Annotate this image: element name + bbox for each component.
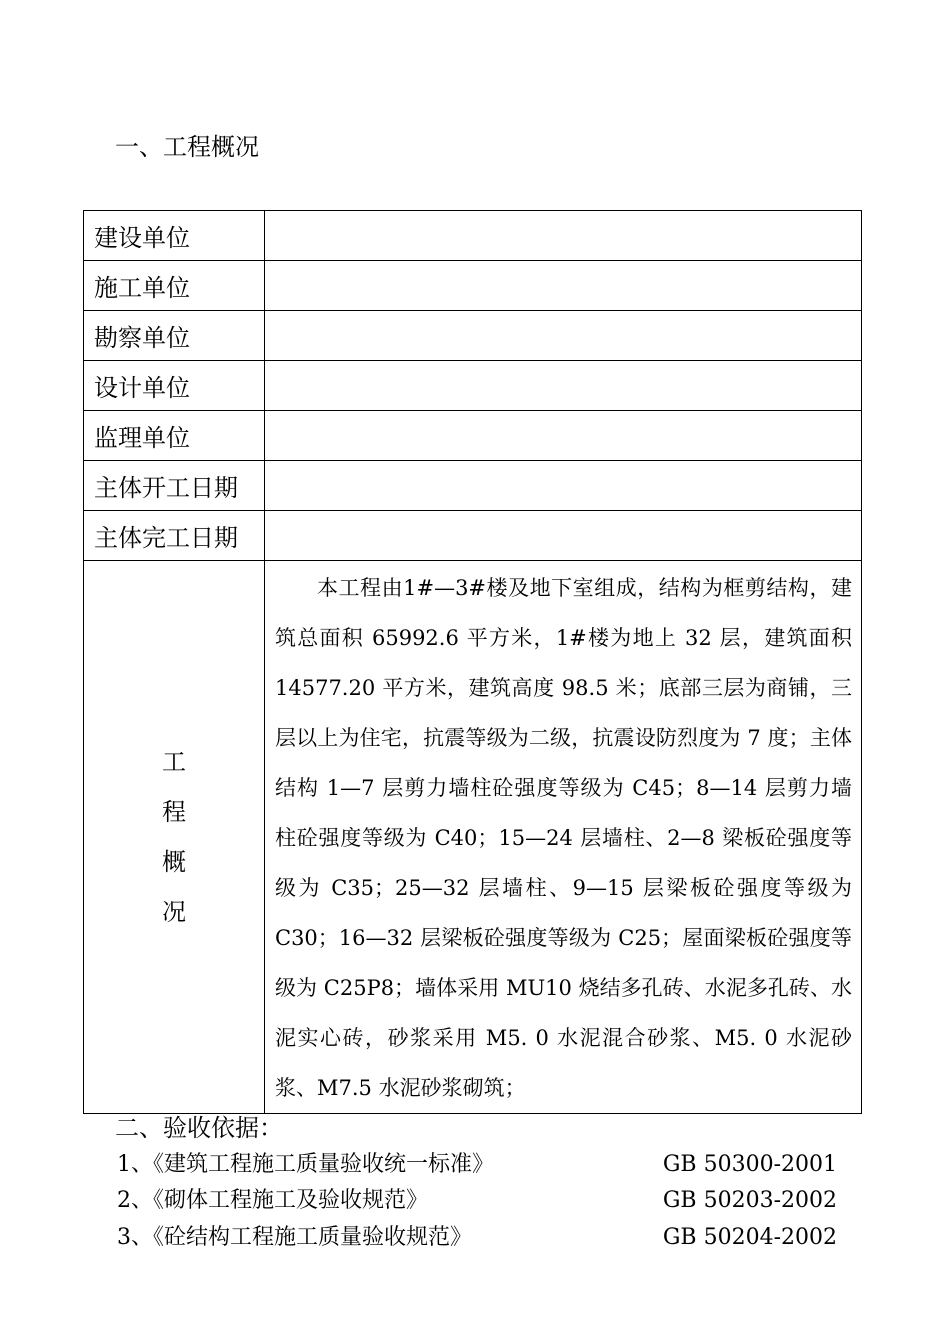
value-design-unit [265, 361, 862, 411]
value-supervision-unit [265, 411, 862, 461]
table-row [84, 261, 862, 311]
reference-item [117, 1185, 837, 1217]
label-design-unit: 设计单位 [84, 361, 265, 411]
reference-number: 3 [117, 1225, 131, 1250]
label-survey-unit: 勘察单位 [84, 311, 265, 361]
table-row-overview [84, 561, 862, 1114]
section-title-acceptance-basis: 二、验收依据： [115, 1114, 283, 1142]
reference-number: 2 [117, 1188, 131, 1213]
reference-number: 1 [117, 1152, 131, 1177]
overview-text: 本工程由1#—3#楼及地下室组成，结构为框剪结构，建筑总面积 65992.6 平方米，1#楼为地上 32 层，建筑面积 14577.20 平方米，建筑高度 98.5 米；底部三层为商铺，三层以上为住宅，抗震等级为二级，抗震设防烈度为 7 度；主体结构 1—7 层剪力墙柱砼强度等级为 C45；8—14 层剪力墙柱砼强度等级为 C40；15—24 层墙柱、2—8 梁板砼强度等级为 C35；25—32 层墙柱、9—15 层梁板砼强度等级为 C30；16—32 层梁板砼强度等级为 C25；屋面梁板砼强度等级为 C25P8；墙体采用 MU10 烧结多孔砖、水泥多孔砖、水泥实心砖，砂浆采用 M5. 0 水泥混合砂浆、M5. 0 水泥砂浆、M7.5 水泥砂浆砌筑； [275, 576, 852, 1100]
table-row [84, 411, 862, 461]
label-overview [84, 561, 265, 1114]
value-start-date [265, 461, 862, 511]
value-survey-unit [265, 311, 862, 361]
reference-code: GB 50204-2002 [662, 1225, 837, 1250]
project-info-table [83, 210, 862, 1114]
value-builder-unit [265, 261, 862, 311]
label-supervision-unit: 监理单位 [84, 411, 265, 461]
table-row [84, 311, 862, 361]
overview-label-char: 况 [162, 898, 186, 926]
reference-title: 、《砼结构工程施工质量验收规范》 [131, 1225, 473, 1250]
table-row [84, 361, 862, 411]
reference-item [117, 1149, 837, 1181]
overview-label-char: 概 [162, 848, 186, 876]
table-row [84, 211, 862, 261]
reference-title: 、《建筑工程施工质量验收统一标准》 [131, 1152, 495, 1177]
label-construction-unit: 建设单位 [84, 211, 265, 261]
label-start-date: 主体开工日期 [84, 461, 265, 511]
overview-description [265, 561, 862, 1114]
table-row [84, 461, 862, 511]
overview-label-char: 工 [162, 748, 186, 776]
reference-item [117, 1222, 837, 1254]
reference-code: GB 50300-2001 [662, 1152, 837, 1177]
label-finish-date: 主体完工日期 [84, 511, 265, 561]
overview-label-char: 程 [162, 798, 186, 826]
reference-code: GB 50203-2002 [662, 1188, 837, 1213]
label-builder-unit: 施工单位 [84, 261, 265, 311]
table-row [84, 511, 862, 561]
value-construction-unit [265, 211, 862, 261]
value-finish-date [265, 511, 862, 561]
section-title-project-overview: 一、工程概况 [115, 133, 259, 161]
reference-title: 、《砌体工程施工及验收规范》 [131, 1188, 429, 1213]
